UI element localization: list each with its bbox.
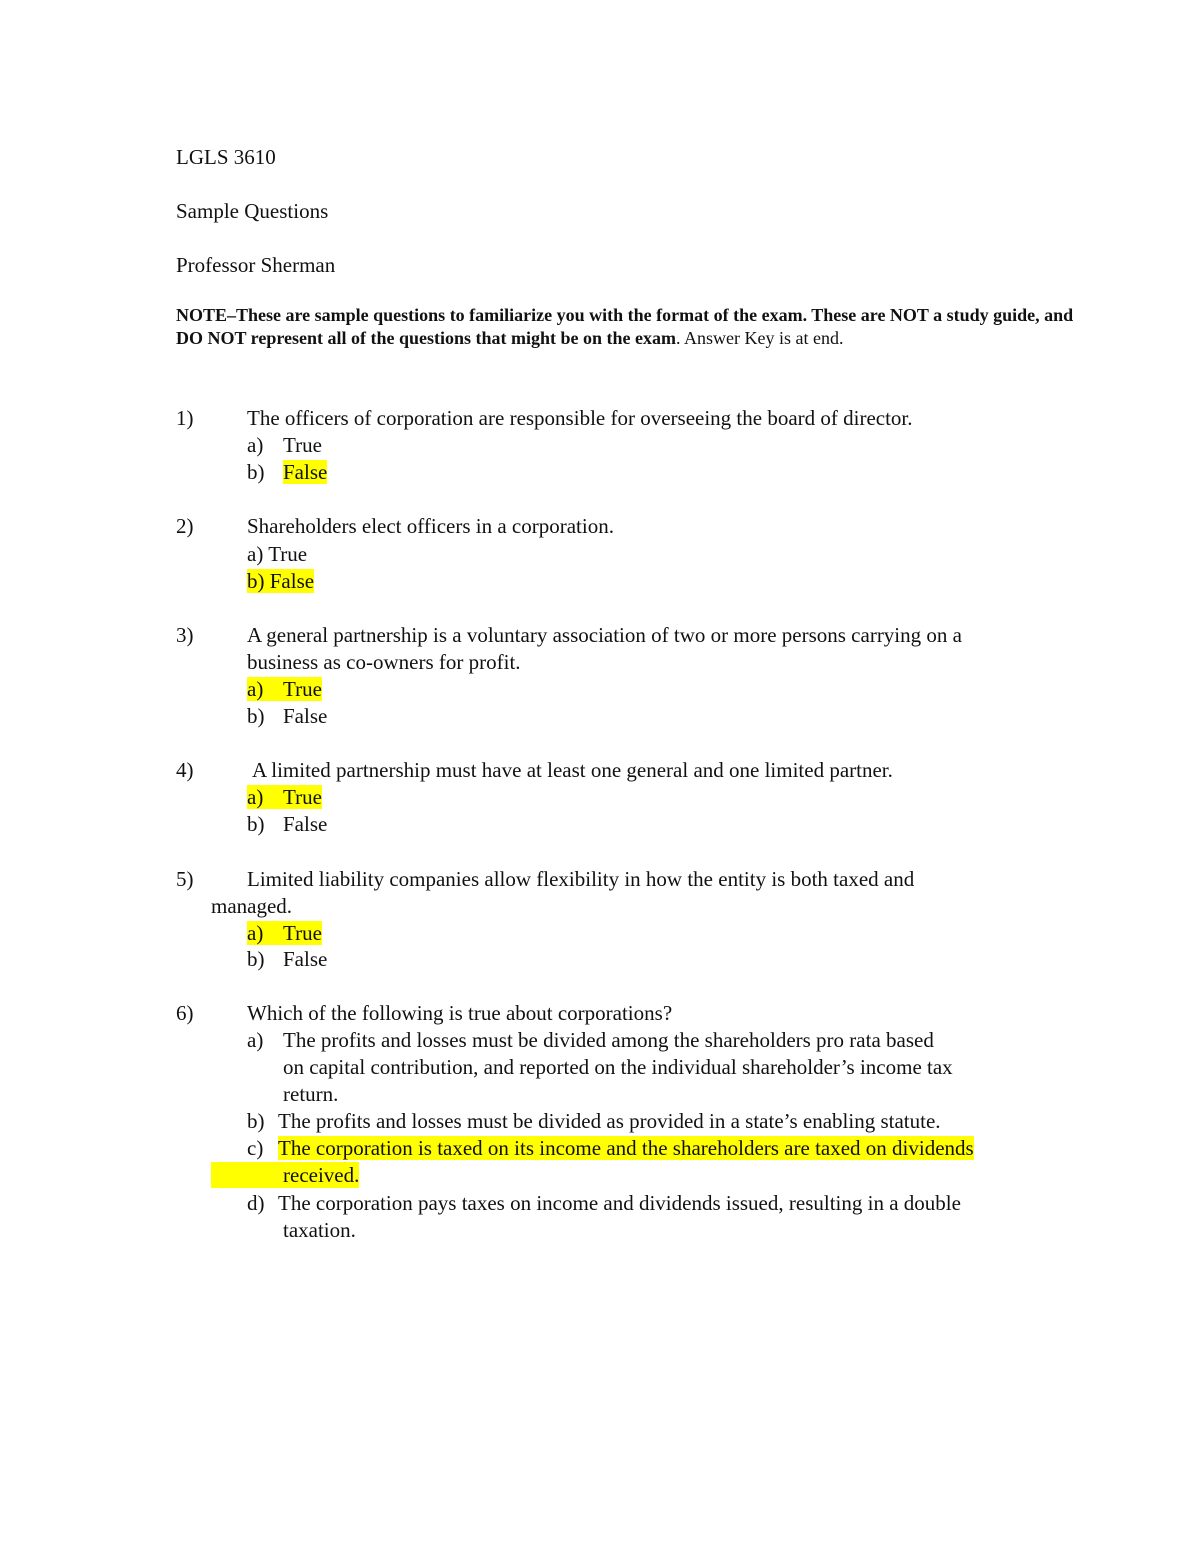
option-b [247, 811, 327, 837]
option-label: b) [247, 460, 265, 484]
option-label: a) [247, 1028, 264, 1052]
option-a [247, 676, 322, 702]
option-a-line2: on capital contribution, and reported on the individual shareholder’s income tax [283, 1055, 953, 1079]
option-d-line2: taxation. [283, 1218, 356, 1242]
question-text: Which of the following is true about corporations? [247, 1001, 673, 1025]
course-code: LGLS 3610 [176, 145, 276, 169]
question-text: A limited partnership must have at least one general and one limited partner. [252, 758, 893, 782]
option-text: False [283, 947, 328, 971]
option-label: b) [247, 1109, 265, 1133]
question-number: 3) [176, 623, 194, 647]
note-plain-text: . Answer Key is at end. [676, 328, 844, 348]
option-text: False [269, 569, 315, 593]
question-text-line1: Limited liability companies allow flexibility in how the entity is both taxed and [247, 867, 915, 891]
question-text: The officers of corporation are responsible for overseeing the board of director. [247, 406, 913, 430]
question-number: 2) [176, 514, 194, 538]
option-label: d) [247, 1191, 265, 1215]
option-text: True [283, 677, 322, 701]
option-b [247, 568, 314, 594]
option-label: a) [247, 542, 264, 566]
question-number: 1) [176, 406, 194, 430]
option-a [247, 920, 322, 946]
option-text: True [268, 542, 308, 566]
option-a [247, 784, 322, 810]
option-label: b) [247, 704, 265, 728]
option-text-highlighted: False [283, 460, 328, 484]
question-number: 4) [176, 758, 194, 782]
option-text: False [283, 704, 328, 728]
option-label: b) [247, 569, 265, 593]
option-label: b) [247, 947, 265, 971]
option-text: True [283, 785, 322, 809]
question-text-line1: A general partnership is a voluntary association of two or more persons carrying on a [247, 623, 962, 647]
option-text: True [283, 433, 322, 457]
question-number: 6) [176, 1001, 194, 1025]
question-text: Shareholders elect officers in a corporation. [247, 514, 614, 538]
option-a [247, 432, 322, 458]
option-label: a) [247, 921, 264, 945]
option-b [247, 1108, 941, 1134]
option-text-line1: The corporation pays taxes on income and dividends issued, resulting in a double [278, 1191, 961, 1215]
option-text-line1: The profits and losses must be divided among the shareholders pro rata based [283, 1028, 934, 1052]
option-text-highlighted: The corporation is taxed on its income and the shareholders are taxed on dividends [278, 1136, 974, 1160]
option-highlighted [247, 785, 322, 809]
question-number: 5) [176, 867, 194, 891]
option-c-line2 [211, 1162, 359, 1188]
option-highlighted [247, 921, 322, 945]
option-highlighted [247, 569, 314, 593]
professor-name: Professor Sherman [176, 253, 336, 277]
option-highlighted [247, 677, 322, 701]
question-text-line2: business as co-owners for profit. [247, 650, 521, 674]
question-text-line2: managed. [211, 894, 293, 918]
option-label: a) [247, 785, 264, 809]
option-label: a) [247, 677, 264, 701]
document-subtitle: Sample Questions [176, 199, 329, 223]
option-label: c) [247, 1136, 264, 1160]
option-c [247, 1135, 974, 1161]
note-bold-text: NOTE–These are sample questions to familiarize you with the format of the exam. These are NOT a study guide, and DO NOT represent all of the questions that might be on the exam [176, 305, 1074, 348]
option-a [247, 541, 307, 567]
option-text: False [283, 812, 328, 836]
option-text: True [283, 921, 322, 945]
option-b [247, 459, 327, 485]
exam-note [176, 304, 1076, 350]
option-d [247, 1190, 961, 1216]
option-label: b) [247, 812, 265, 836]
option-text-line1: The profits and losses must be divided as provided in a state’s enabling statute. [278, 1109, 941, 1133]
option-a [247, 1027, 934, 1053]
option-b [247, 703, 327, 729]
option-b [247, 946, 327, 972]
option-label: a) [247, 433, 264, 457]
option-text-highlighted: received. [211, 1162, 359, 1188]
option-a-line3: return. [283, 1082, 339, 1106]
